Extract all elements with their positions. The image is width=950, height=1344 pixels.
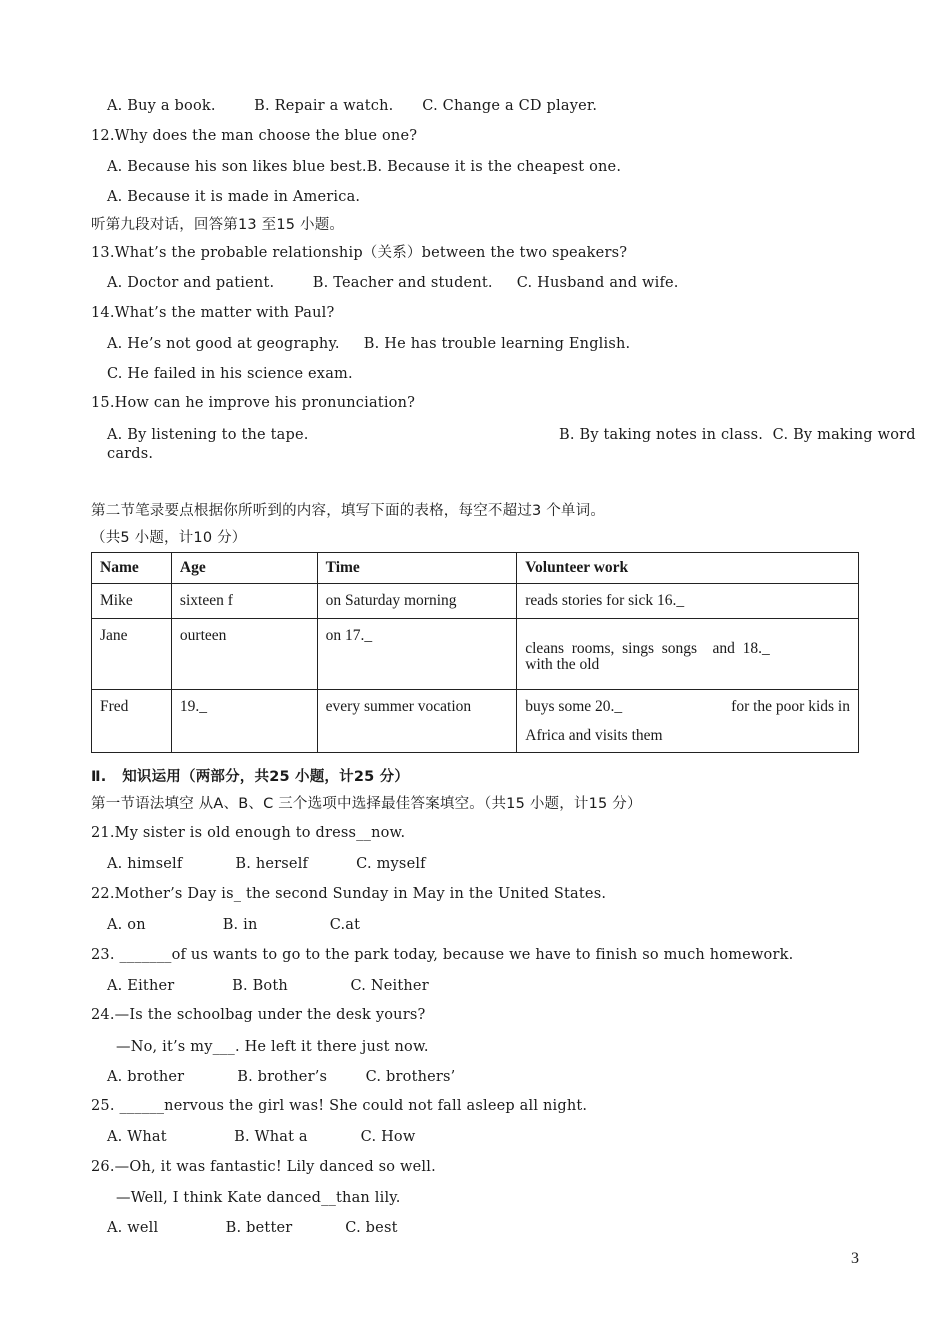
header-volunteer-work: Volunteer work	[517, 553, 859, 584]
q22-question: 22.Mother’s Day is_ the second Sunday in May in the United States.	[91, 886, 607, 902]
q23-options: A. Either B. Both C. Neither	[107, 978, 429, 994]
table-header-row	[92, 553, 859, 584]
grammar-instruction: 第一节语法填空 从A、B、C 三个选项中选择最佳答案填空。（共15 小题，计15 分）	[91, 796, 642, 812]
cell-time: on Saturday morning	[317, 584, 517, 619]
q12-question: 12.Why does the man choose the blue one?	[91, 128, 418, 144]
q14-question: 14.What’s the matter with Paul?	[91, 305, 335, 321]
q21-options: A. himself B. herself C. myself	[107, 856, 426, 872]
q13-question: 13.What’s the probable relationship（关系）between the two speakers?	[91, 245, 628, 261]
cell-work-line2: with the old	[525, 657, 600, 671]
q13-options: A. Doctor and patient. B. Teacher and student. C. Husband and wife.	[107, 275, 679, 291]
q24-reply: —No, it’s my___. He left it there just now.	[116, 1039, 429, 1055]
q23-question: 23. _______of us wants to go to the park today, because we have to finish so much homework.	[91, 947, 794, 963]
q26-options: A. well B. better C. best	[107, 1220, 398, 1236]
cell-age: ourteen	[171, 619, 317, 690]
q26-reply: —Well, I think Kate danced__than lily.	[116, 1190, 401, 1206]
q26-question: 26.—Oh, it was fantastic! Lily danced so well.	[91, 1159, 436, 1175]
q12-option-c: A. Because it is made in America.	[107, 189, 361, 205]
page-number: 3	[851, 1250, 859, 1267]
section-ii-heading: Ⅱ. 知识运用（两部分，共25 小题，计25 分）	[91, 769, 410, 785]
q21-question: 21.My sister is old enough to dress__now.	[91, 825, 406, 841]
cell-work	[517, 690, 859, 753]
q15-question: 15.How can he improve his pronunciation?	[91, 395, 416, 411]
cell-work-line1: cleans rooms, sings songs and 18._	[525, 640, 770, 657]
section-instruction-9: 听第九段对话，回答第13 至15 小题。	[91, 217, 345, 233]
q15-option-c-cont: cards.	[107, 446, 154, 462]
cell-name: Mike	[92, 584, 172, 619]
cell-work	[517, 619, 859, 690]
cell-time: every summer vocation	[317, 690, 517, 753]
q11-options: A. Buy a book. B. Repair a watch. C. Change a CD player.	[107, 98, 598, 114]
header-age: Age	[171, 553, 317, 584]
q12-options-ab: A. Because his son likes blue best.B. Because it is the cheapest one.	[107, 159, 622, 175]
header-name: Name	[92, 553, 172, 584]
volunteer-table	[91, 552, 859, 753]
part2-score: （共5 小题，计10 分）	[91, 530, 247, 546]
cell-name: Jane	[92, 619, 172, 690]
table-row	[92, 619, 859, 690]
cell-name: Fred	[92, 690, 172, 753]
table-row	[92, 584, 859, 619]
q15-option-a: A. By listening to the tape.	[107, 427, 309, 443]
cell-work-part-a: buys some 20._	[525, 698, 623, 715]
cell-work-line1	[525, 692, 850, 721]
cell-work-line2: Africa and visits them	[525, 727, 663, 744]
q24-question: 24.—Is the schoolbag under the desk yours?	[91, 1007, 426, 1023]
part2-instruction: 第二节笔录要点根据你所听到的内容，填写下面的表格，每空不超过3 个单词。	[91, 503, 606, 519]
cell-work-part-b: for the poor kids in	[731, 698, 850, 715]
q22-options: A. on B. in C.at	[107, 917, 361, 933]
cell-age: sixteen f	[171, 584, 317, 619]
q14-option-c: C. He failed in his science exam.	[107, 366, 353, 382]
cell-age: 19._	[171, 690, 317, 753]
q25-options: A. What B. What a C. How	[107, 1129, 416, 1145]
q14-options-ab: A. He’s not good at geography. B. He has trouble learning English.	[107, 336, 631, 352]
table-row	[92, 690, 859, 753]
header-time: Time	[317, 553, 517, 584]
q15-options-bc: B. By taking notes in class. C. By making word	[559, 427, 916, 443]
q24-options: A. brother B. brother’s C. brothers’	[107, 1069, 456, 1085]
cell-time: on 17._	[317, 619, 517, 690]
q25-question: 25. ______nervous the girl was! She could not fall asleep all night.	[91, 1098, 588, 1114]
cell-work: reads stories for sick 16._	[517, 584, 859, 619]
